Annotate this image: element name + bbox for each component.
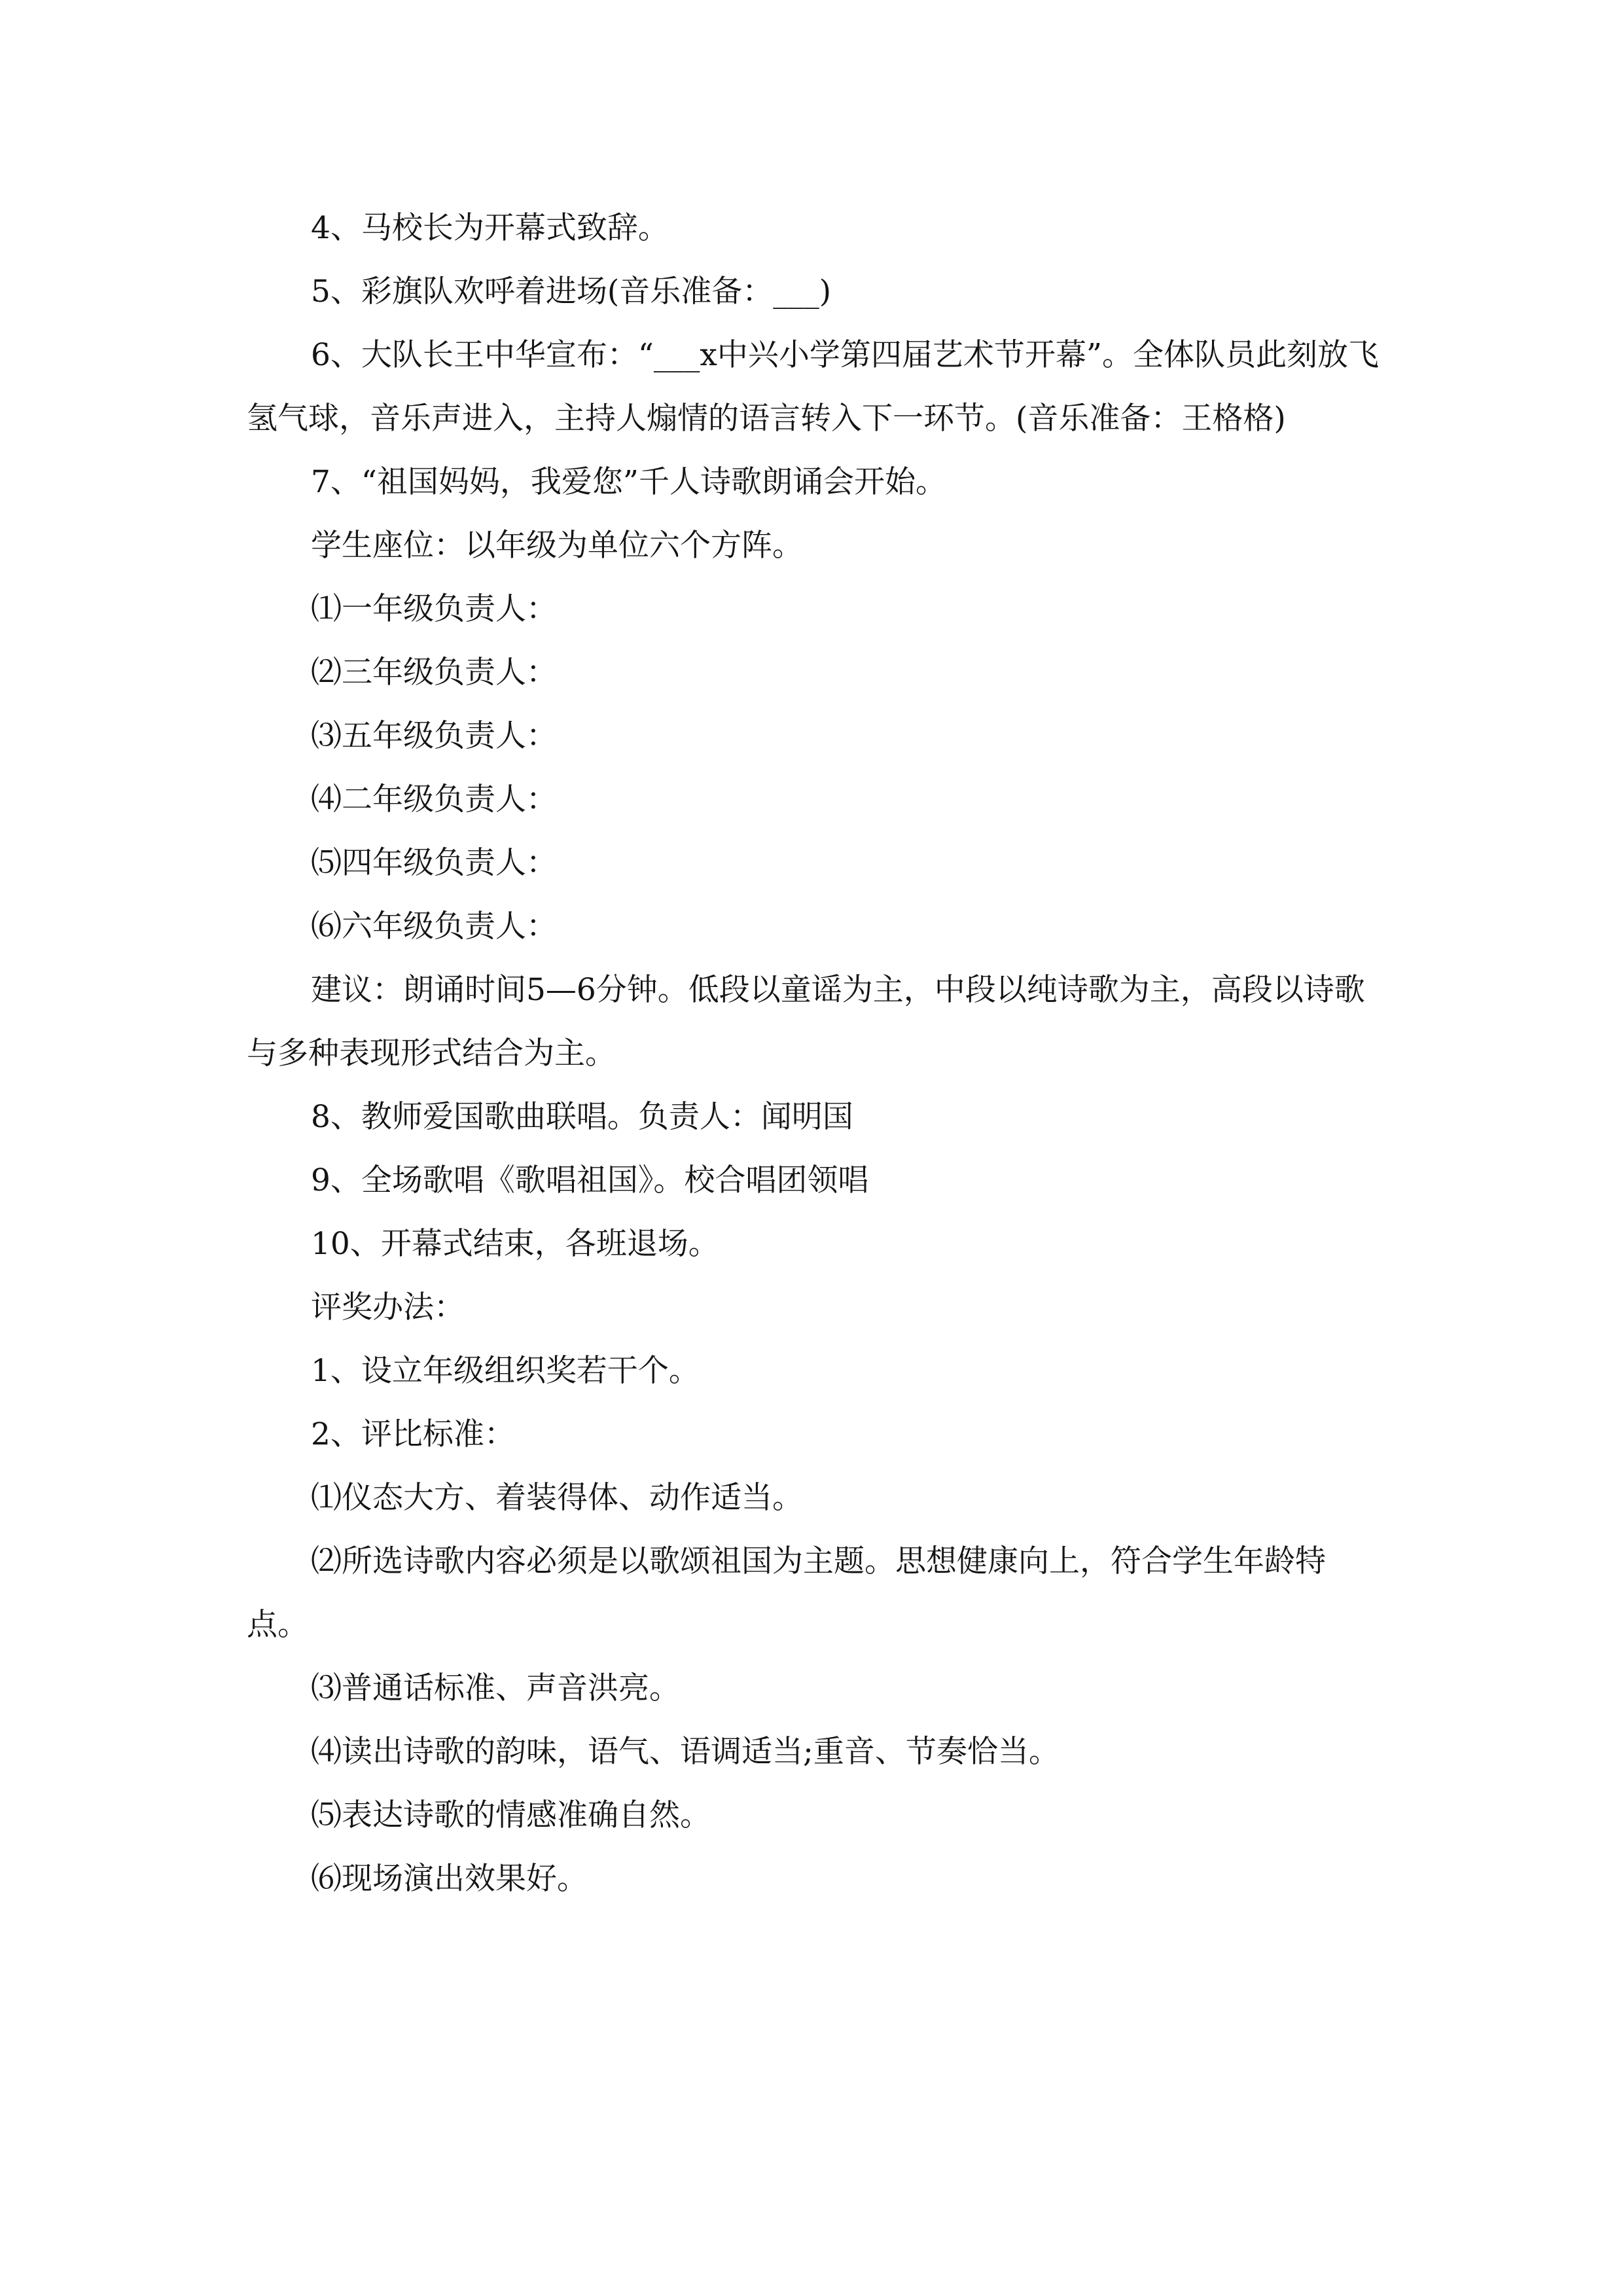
paragraph-criterion-2: ⑵所选诗歌内容必须是以歌颂祖国为主题。思想健康向上，符合学生年龄特点。 [247, 1543, 1326, 1643]
paragraph-item-7: 7、“祖国妈妈，我爱您”千人诗歌朗诵会开始。 [311, 464, 946, 500]
paragraph-student-seating: 学生座位：以年级为单位六个方阵。 [311, 528, 803, 564]
paragraph-criterion-3: ⑶普通话标准、声音洪亮。 [311, 1670, 680, 1706]
paragraph-grade-5-lead: ⑶五年级负责人： [311, 718, 557, 754]
paragraph-award-method: 评奖办法： [311, 1289, 465, 1325]
paragraph-criterion-6: ⑹现场演出效果好。 [311, 1861, 588, 1897]
paragraph-criterion-5: ⑸表达诗歌的情感准确自然。 [311, 1797, 711, 1833]
paragraph-grade-4-lead: ⑸四年级负责人： [311, 845, 557, 881]
paragraph-item-10: 10、开幕式结束，各班退场。 [311, 1226, 719, 1262]
paragraph-criterion-1: ⑴仪态大方、着装得体、动作适当。 [311, 1480, 803, 1516]
paragraph-suggestion: 建议：朗诵时间5—6分钟。低段以童谣为主，中段以纯诗歌为主，高段以诗歌与多种表现形式结合为主。 [247, 972, 1365, 1071]
paragraph-item-8: 8、教师爱国歌曲联唱。负责人：闻明国 [311, 1099, 853, 1135]
paragraph-award-2: 2、评比标准： [311, 1416, 515, 1452]
paragraph-grade-6-lead: ⑹六年级负责人： [311, 908, 557, 944]
paragraph-grade-3-lead: ⑵三年级负责人： [311, 655, 557, 691]
document-body [247, 196, 1379, 1910]
paragraph-item-9: 9、全场歌唱《歌唱祖国》。校合唱团领唱 [311, 1162, 869, 1198]
paragraph-grade-2-lead: ⑷二年级负责人： [311, 781, 557, 817]
paragraph-award-1: 1、设立年级组织奖若干个。 [311, 1353, 700, 1389]
paragraph-criterion-4: ⑷读出诗歌的韵味，语气、语调适当;重音、节奏恰当。 [311, 1734, 1060, 1770]
paragraph-item-4: 4、马校长为开幕式致辞。 [311, 210, 669, 246]
paragraph-item-6: 6、大队长王中华宣布：“___x中兴小学第四届艺术节开幕”。全体队员此刻放飞氢气球，音乐声进入，主持人煽情的语言转入下一环节。(音乐准备：王格格) [247, 337, 1379, 437]
paragraph-grade-1-lead: ⑴一年级负责人： [311, 591, 557, 627]
paragraph-item-5: 5、彩旗队欢呼着进场(音乐准备：___) [311, 274, 832, 310]
